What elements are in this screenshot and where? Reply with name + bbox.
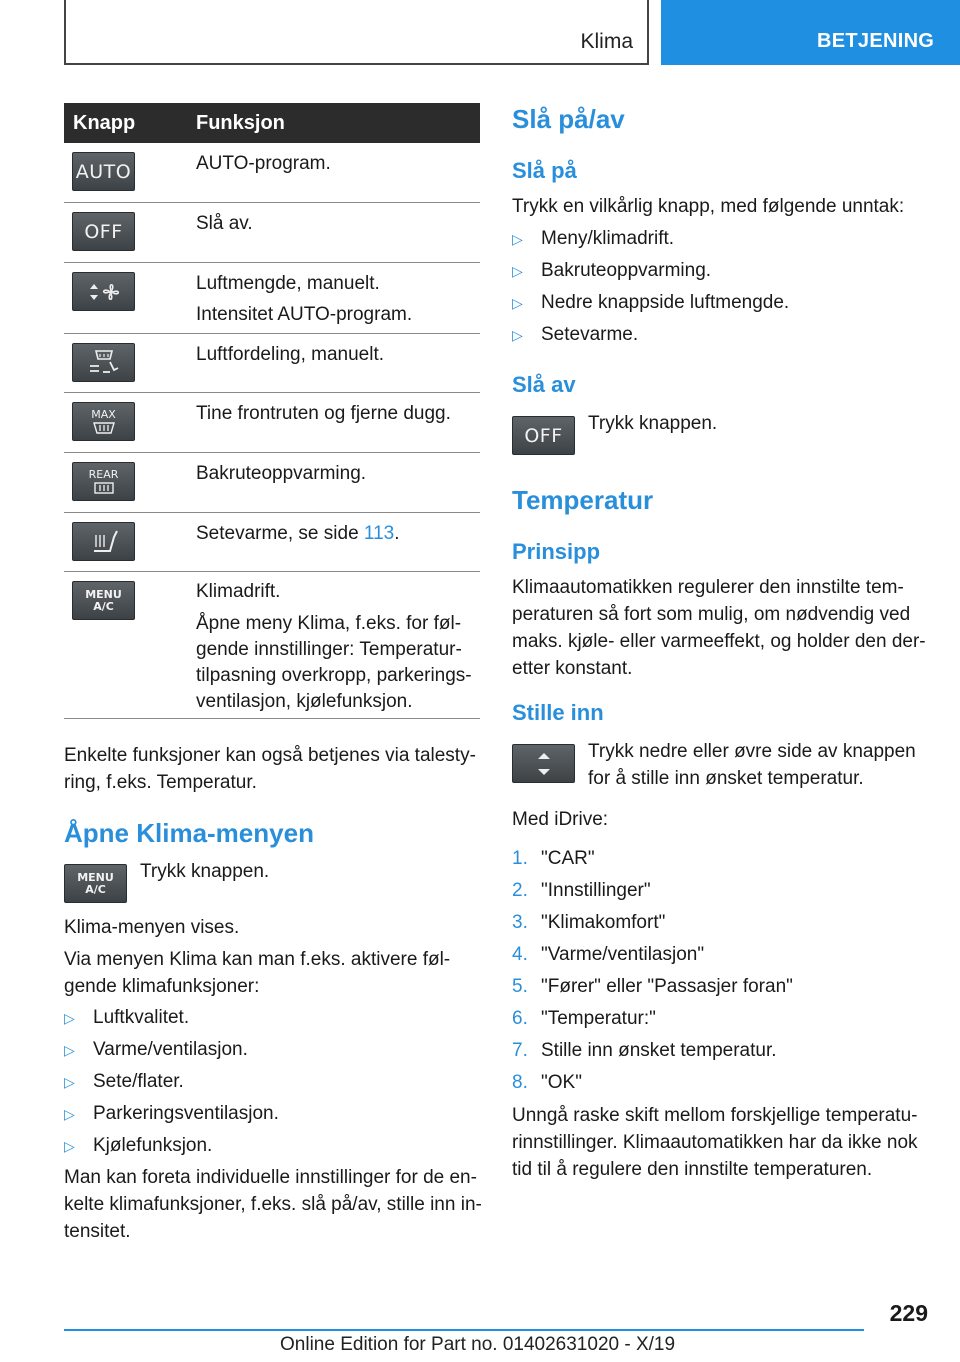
set-text: Trykk nedre eller øvre side av knappen for å stille inn ønsket temperatur. [588, 741, 916, 789]
principle-text: Klimaautomatikken regulerer den innstilte tem- peraturen så fort som mulig, om nødvendig ved maks. kjøle- eller varmeeffekt, og holder den der- etter konstant. [512, 577, 926, 679]
function-text: Intensitet AUTO-program. [196, 304, 413, 325]
list-item: 3. "Klimakomfort" [512, 912, 666, 933]
function-text: Klimadrift. [196, 581, 281, 602]
menu-ac-icon: MENU A/C [64, 864, 127, 903]
function-text: ventilasjon, kjølefunksjon. [196, 691, 413, 712]
function-text: Tine frontruten og fjerne dugg. [196, 403, 451, 424]
function-text: Setevarme, se side 113. [196, 523, 400, 544]
function-text: Luftmengde, manuelt. [196, 273, 380, 294]
air-distribution-icon [72, 343, 135, 382]
list-item: 5. "Fører" eller "Passasjer foran" [512, 976, 793, 997]
list-item: 7. Stille inn ønsket temperatur. [512, 1040, 777, 1061]
function-text: gende innstillinger: Temperatur- [196, 639, 462, 660]
off-button-icon: OFF [512, 416, 575, 455]
edition-text: Online Edition for Part no. 01402631020 - X/19 [280, 1334, 676, 1355]
table-row [64, 393, 480, 453]
function-text: AUTO-program. [196, 153, 331, 174]
triangle-bullet-icon: ▷ [512, 231, 523, 247]
function-text: tilpasning overkropp, parkerings- [196, 665, 472, 686]
temperature-rocker-icon [512, 744, 575, 783]
table-row [64, 334, 480, 393]
rear-defrost-icon: REAR [72, 462, 135, 501]
press-text: Trykk knappen. [140, 861, 270, 882]
table-row [64, 513, 480, 572]
table-row [64, 453, 480, 513]
heading-temperature: Temperatur [512, 485, 654, 515]
off-button-icon: OFF [72, 212, 135, 251]
list-item: 8. "OK" [512, 1072, 582, 1093]
triangle-bullet-icon: ▷ [64, 1106, 75, 1122]
triangle-bullet-icon: ▷ [512, 295, 523, 311]
list-item: ▷ Luftkvalitet. [64, 1004, 189, 1032]
list-item: ▷ Meny/klimadrift. [512, 225, 674, 253]
off-text: Trykk knappen. [588, 413, 718, 434]
triangle-bullet-icon: ▷ [512, 327, 523, 343]
heading-principle: Prinsipp [512, 539, 601, 564]
list-item: ▷ Sete/flater. [64, 1068, 184, 1096]
section-title: BETJENING [817, 30, 935, 52]
triangle-bullet-icon: ▷ [512, 263, 523, 279]
fan-icon [72, 272, 135, 311]
heading-off: Slå av [512, 372, 576, 397]
auto-button-icon: AUTO [72, 152, 135, 191]
heading-open-menu: Åpne Klima-menyen [64, 818, 314, 848]
function-text: Åpne meny Klima, f.eks. for føl- [196, 613, 462, 634]
settings-text: Man kan foreta individuelle innstillinger for de en- kelte klimafunksjoner, f.eks. slå på/av, stille inn in- tensitet. [64, 1167, 482, 1242]
list-item: ▷ Bakruteoppvarming. [512, 257, 711, 285]
list-item: ▷ Kjølefunksjon. [64, 1132, 212, 1160]
function-text: Slå av. [196, 213, 253, 234]
triangle-bullet-icon: ▷ [64, 1042, 75, 1058]
chapter-title: Klima [580, 30, 633, 53]
triangle-bullet-icon: ▷ [64, 1010, 75, 1026]
list-item: ▷ Varme/ventilasjon. [64, 1036, 248, 1064]
table-row [64, 143, 480, 203]
header-chapter-box [64, 0, 649, 65]
intro-text: Enkelte funksjoner kan også betjenes via talesty- ring, f.eks. Temperatur. [64, 745, 476, 793]
table-header [64, 103, 480, 143]
table-row [64, 572, 480, 719]
page-number: 229 [889, 1300, 928, 1326]
col-header-button: Knapp [73, 111, 136, 134]
footer-divider [64, 1329, 864, 1331]
function-text: Luftfordeling, manuelt. [196, 344, 385, 365]
button-function-table [64, 103, 480, 719]
idrive-text: Med iDrive: [512, 809, 609, 830]
triangle-bullet-icon: ▷ [64, 1074, 75, 1090]
list-item: ▷ Setevarme. [512, 321, 638, 349]
list-item: ▷ Parkeringsventilasjon. [64, 1100, 279, 1128]
menu-desc-text: Via menyen Klima kan man f.eks. aktivere føl- gende klimafunksjoner: [64, 949, 451, 997]
menu-ac-icon: MENU A/C [72, 581, 135, 620]
table-row [64, 263, 480, 334]
list-item: ▷ Nedre knappside luftmengde. [512, 289, 789, 317]
heading-set: Stille inn [512, 700, 604, 725]
menu-shown-text: Klima-menyen vises. [64, 917, 240, 938]
heading-on-off: Slå på/av [512, 104, 625, 134]
heading-on: Slå på [512, 158, 577, 183]
list-item: 2. "Innstillinger" [512, 880, 651, 901]
final-text: Unngå raske skift mellom forskjellige temperatu- rinnstillinger. Klimaautomatikken har da ikke nok tid til å regulere den innstilte temperaturen. [512, 1105, 918, 1180]
page-link[interactable]: 113 [363, 523, 395, 544]
seat-heating-icon [72, 522, 135, 561]
header-section-box [661, 0, 960, 65]
col-header-function: Funksjon [196, 111, 285, 134]
on-text: Trykk en vilkårlig knapp, med følgende unntak: [512, 196, 905, 217]
function-text: Bakruteoppvarming. [196, 463, 367, 484]
list-item: 4. "Varme/ventilasjon" [512, 944, 705, 965]
table-row [64, 203, 480, 263]
list-item: 1. "CAR" [512, 848, 595, 869]
max-defrost-icon: MAX [72, 402, 135, 441]
list-item: 6. "Temperatur:" [512, 1008, 656, 1029]
triangle-bullet-icon: ▷ [64, 1138, 75, 1154]
